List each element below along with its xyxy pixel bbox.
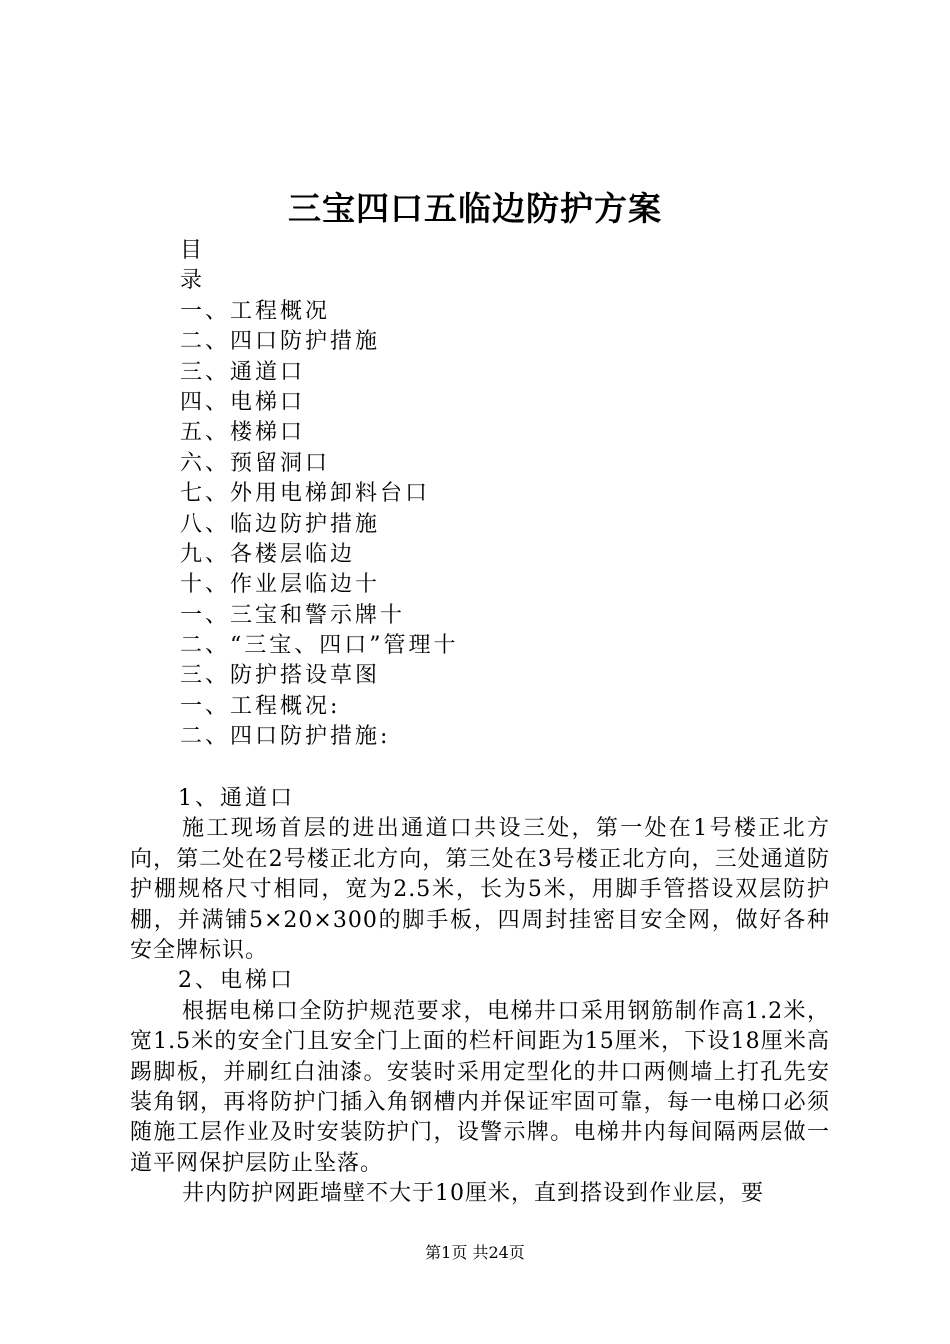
paragraph-elevator: 根据电梯口全防护规范要求，电梯井口采用钢筋制作高1.2米，宽1.5米的安全门且安全门上面的栏杆间距为15厘米，下设18厘米高踢脚板，并刷红白油漆。安装时采用定型化的井口两侧墙上打孔先安装角钢，再将防护门插入角钢槽内并保证牢固可靠，每一电梯口必须随施工层作业及时安装防护门，设警示牌。电梯井内每间隔两层做一道平网保护层防止坠落。: [130, 998, 830, 1176]
toc-item: 一、工程概况: [180, 298, 331, 324]
paragraph-passage: 施工现场首层的进出通道口共设三处，第一处在1号楼正北方向，第二处在2号楼正北方向，第三处在3号楼正北方向，三处通道防护棚规格尺寸相同，宽为2.5米，长为5米，用脚手管搭设双层防护棚，并满铺5×20×300的脚手板，四周封挂密目安全网，做好各种安全牌标识。: [130, 816, 830, 964]
toc-item: 目: [180, 238, 206, 263]
toc-item: 六、预留洞口: [180, 450, 331, 476]
table-of-contents: [180, 236, 459, 753]
toc-item: 二、四口防护措施:: [180, 724, 391, 750]
toc-item: 二、四口防护措施: [180, 329, 381, 355]
toc-item: 九、各楼层临边: [180, 541, 356, 567]
section-heading-elevator: 2、电梯口: [178, 968, 295, 994]
page-footer: 第1页 共24页: [425, 1243, 525, 1262]
toc-item: 一、工程概况:: [180, 693, 341, 719]
toc-item: 五、楼梯口: [180, 420, 306, 446]
toc-item: 三、防护搭设草图: [180, 663, 381, 689]
toc-item: 一、三宝和警示牌十: [180, 602, 406, 628]
toc-item: 八、临边防护措施: [180, 511, 381, 537]
toc-item: 十、作业层临边十: [180, 572, 381, 598]
document-title: 三宝四口五临边防护方案: [288, 189, 662, 228]
toc-item: 二、“三宝、四口”管理十: [180, 633, 459, 659]
document-body: [130, 784, 830, 1210]
toc-item: 七、外用电梯卸料台口: [180, 481, 431, 507]
toc-item: 录: [180, 268, 206, 294]
toc-item: 四、电梯口: [180, 389, 306, 415]
section-heading-passage: 1、通道口: [178, 786, 295, 811]
toc-item: 三、通道口: [180, 359, 306, 385]
paragraph-elevator-net: 井内防护网距墙壁不大于10厘米，直到搭设到作业层，要: [182, 1181, 764, 1207]
